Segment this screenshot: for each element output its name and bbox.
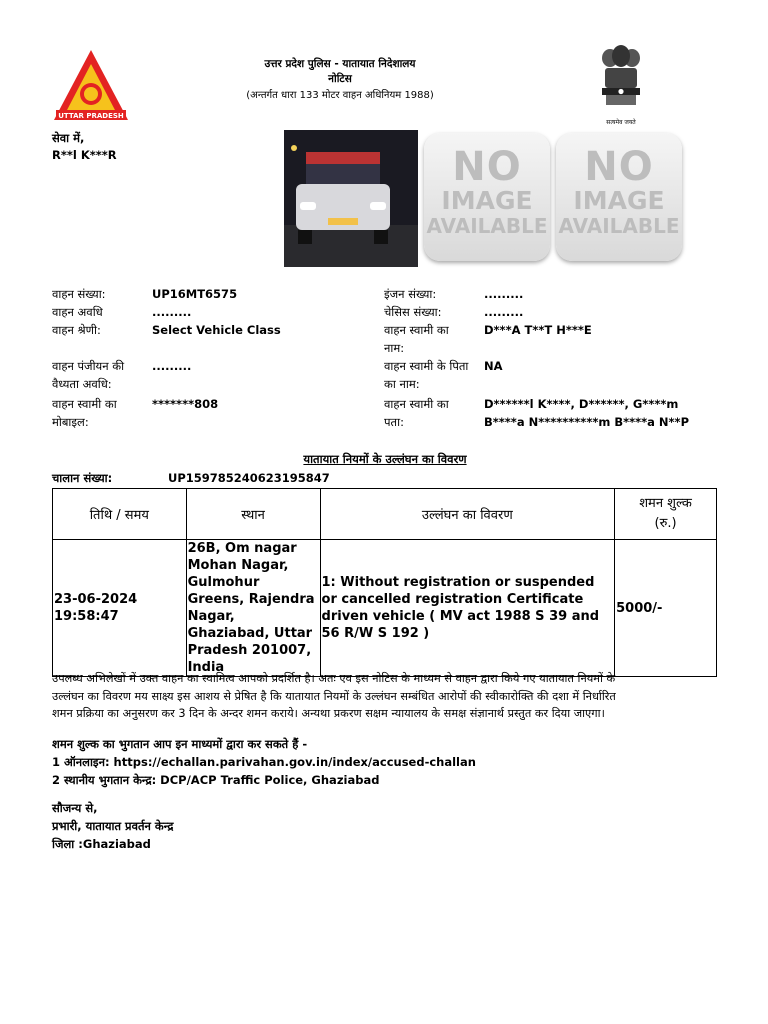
label-owner-name-2: नाम: bbox=[384, 341, 405, 355]
emblem-motto: सत्यमेव जयते bbox=[606, 119, 636, 126]
challan-label: चालान संख्या: bbox=[52, 471, 113, 485]
table-row bbox=[53, 540, 717, 677]
vehicle-photo bbox=[284, 130, 418, 267]
value-father-name: NA bbox=[484, 359, 503, 373]
value-owner-mobile: *******808 bbox=[152, 397, 219, 411]
body-line-2: उल्लंघन का विवरण मय साक्ष्य इस आशय से प्रेषित है कि यातायात नियमों के उल्लंघन सम्बंधित आरोपों की स्वीकारोक्ति की दशा में निर्धारित bbox=[52, 689, 616, 703]
value-engine-no: ......... bbox=[484, 287, 524, 301]
col-violation-desc: उल्लंघन का विवरण bbox=[320, 489, 615, 540]
label-vehicle-no: वाहन संख्या: bbox=[52, 287, 106, 301]
notice-body bbox=[52, 670, 720, 723]
officer-title: प्रभारी, यातायात प्रवर्तन केन्द्र bbox=[52, 819, 174, 833]
table-header-row bbox=[53, 489, 717, 540]
label-engine-no: इंजन संख्या: bbox=[384, 287, 437, 301]
value-vehicle-class: Select Vehicle Class bbox=[152, 323, 281, 337]
label-owner-address-2: पता: bbox=[384, 415, 404, 429]
label-reg-validity-2: वैध्यता अवधि: bbox=[52, 377, 112, 391]
cell-date-time: 23-06-2024 19:58:47 bbox=[53, 540, 187, 677]
no-image-placeholder-2: NO IMAGE AVAILABLE bbox=[556, 133, 682, 261]
label-vehicle-period: वाहन अवधि bbox=[52, 305, 103, 319]
cell-fine: 5000/- bbox=[615, 540, 717, 677]
national-emblem bbox=[596, 44, 646, 124]
no-image-placeholder-1: NO IMAGE AVAILABLE bbox=[424, 133, 550, 261]
courtesy: सौजन्य से, bbox=[52, 801, 98, 815]
body-line-1: उपलब्ध अभिलेखों में उक्त वाहन का स्वामित्व आपको प्रदर्शित है। अतः एव इस नोटिस के माध्यम से वाहन द्वारा किये गए यातायात नियमों के bbox=[52, 672, 616, 685]
value-reg-validity: ......... bbox=[152, 359, 192, 373]
payment-online: 1 ऑनलाइन: https://echallan.parivahan.gov.in/index/accused-challan bbox=[52, 755, 476, 769]
district: जिला :Ghaziabad bbox=[52, 837, 151, 851]
notice-title: नोटिस bbox=[328, 73, 352, 85]
label-reg-validity-1: वाहन पंजीयन की bbox=[52, 359, 125, 373]
value-vehicle-no: UP16MT6575 bbox=[152, 287, 238, 301]
value-vehicle-period: ......... bbox=[152, 305, 192, 319]
label-vehicle-class: वाहन श्रेणी: bbox=[52, 323, 101, 337]
salutation-to: सेवा में, bbox=[52, 131, 85, 145]
label-father-name-1: वाहन स्वामी के पिता bbox=[384, 359, 469, 373]
cell-place: 26B, Om nagar Mohan Nagar, Gulmohur Greens, Rajendra Nagar, Ghaziabad, Uttar Pradesh 201007, India bbox=[186, 540, 320, 677]
cell-violation-desc: 1: Without registration or suspended or cancelled registration Certificate driven vehicle ( MV act 1988 S 39 and 56 R/W S 192 ) bbox=[320, 540, 615, 677]
violation-section-title: यातायात नियमों के उल्लंघन का विवरण bbox=[303, 452, 467, 466]
label-owner-mobile-1: वाहन स्वामी का bbox=[52, 397, 117, 411]
value-chassis-no: ......... bbox=[484, 305, 524, 319]
payment-local: 2 स्थानीय भुगतान केन्द्र: DCP/ACP Traffic Police, Ghaziabad bbox=[52, 773, 380, 787]
act-reference: (अन्तर्गत धारा 133 मोटर वाहन अधिनियम 1988) bbox=[246, 90, 434, 101]
label-owner-address-1: वाहन स्वामी का bbox=[384, 397, 449, 411]
traffic-directorate-logo bbox=[52, 48, 130, 122]
col-fine: शमन शुल्क (रु.) bbox=[615, 489, 717, 540]
value-owner-name: D***A T**T H***E bbox=[484, 323, 592, 337]
recipient-name: R**l K***R bbox=[52, 148, 117, 162]
violation-table bbox=[52, 488, 717, 677]
body-line-3: शमन प्रक्रिया का अनुसरण कर 3 दिन के अन्दर शमन कराये। अन्यथा प्रकरण सक्षम न्यायालय के समक्ष संज्ञानार्थ प्रस्तुत कर दिया जाएगा। bbox=[52, 707, 605, 720]
label-father-name-2: का नाम: bbox=[384, 377, 420, 391]
org-title: उत्तर प्रदेश पुलिस - यातायात निदेशालय bbox=[264, 58, 416, 70]
challan-number: UP15978524062319584​7 bbox=[168, 471, 330, 485]
label-chassis-no: चेसिस संख्या: bbox=[384, 305, 442, 319]
value-owner-address-2: B****a N**********m B****a N**P bbox=[484, 415, 690, 429]
svg-text:UTTAR PRADESH: UTTAR PRADESH bbox=[58, 112, 124, 120]
value-owner-address-1: D******l K****, D******, G****m bbox=[484, 397, 679, 411]
label-owner-mobile-2: मोबाइल: bbox=[52, 415, 89, 429]
payment-heading: शमन शुल्क का भुगतान आप इन माध्यमों द्वारा कर सकते हैं - bbox=[52, 737, 308, 751]
col-date-time: तिथि / समय bbox=[53, 489, 187, 540]
label-owner-name-1: वाहन स्वामी का bbox=[384, 323, 449, 337]
col-place: स्थान bbox=[186, 489, 320, 540]
